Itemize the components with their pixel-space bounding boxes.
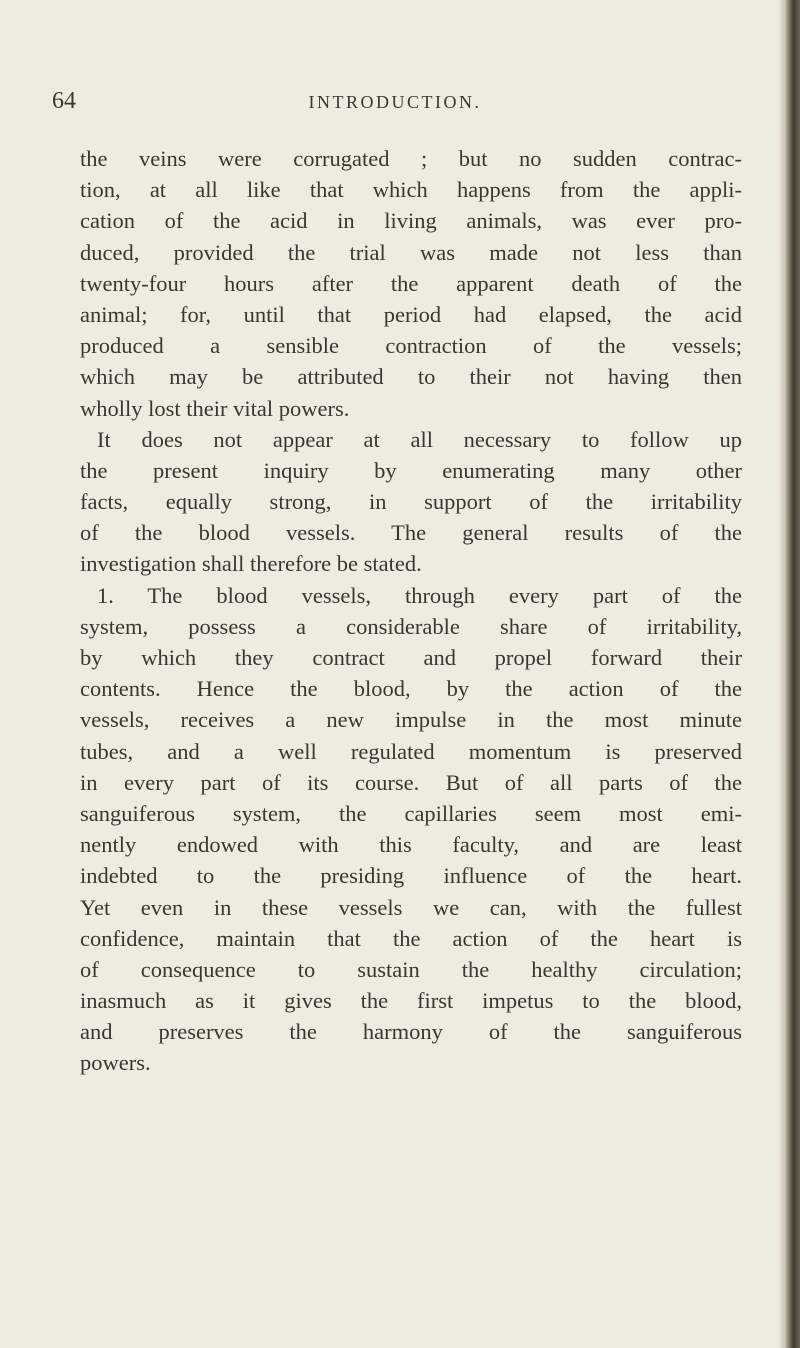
text-line: twenty-four hours after the apparent death of the <box>80 270 742 296</box>
text-line: which may be attributed to their not having then <box>80 364 742 390</box>
text-line: produced a sensible contraction of the vessels; <box>80 333 742 359</box>
text-line: investigation shall therefore be stated. <box>80 551 422 577</box>
text-line: sanguiferous system, the capillaries seem most emi- <box>80 800 742 826</box>
text-line: tubes, and a well regulated momentum is preserved <box>80 738 742 764</box>
text-line: indebted to the presiding influence of the heart. <box>80 863 742 889</box>
text-line: powers. <box>80 1050 151 1076</box>
text-line: wholly lost their vital powers. <box>80 395 350 421</box>
text-line: 1. The blood vessels, through every part of the <box>97 582 742 608</box>
text-line: contents. Hence the blood, by the action of the <box>80 676 742 702</box>
text-line: and preserves the harmony of the sanguiferous <box>80 1019 742 1045</box>
text-line: the present inquiry by enumerating many other <box>80 457 742 483</box>
text-line: cation of the acid in living animals, was ever pro- <box>80 208 742 234</box>
text-line: of consequence to sustain the healthy circulation; <box>80 956 742 982</box>
text-line: the veins were corrugated ; but no sudden contrac- <box>80 146 742 171</box>
text-line: nently endowed with this faculty, and are least <box>80 832 742 858</box>
text-line: Yet even in these vessels we can, with the fullest <box>80 894 742 920</box>
book-binding-edge <box>784 0 800 1348</box>
text-line: facts, equally strong, in support of the irritability <box>80 489 742 515</box>
text-line: animal; for, until that period had elapsed, the acid <box>80 301 742 327</box>
text-line: confidence, maintain that the action of the heart is <box>80 925 742 951</box>
text-line: It does not appear at all necessary to follow up <box>97 426 742 452</box>
text-line: vessels, receives a new impulse in the most minute <box>80 707 742 733</box>
running-header: INTRODUCTION. <box>308 92 482 112</box>
page-number: 64 <box>52 88 76 114</box>
text-line: system, possess a considerable share of irritability, <box>80 613 742 639</box>
page-body-text <box>80 143 742 1079</box>
text-line: tion, at all like that which happens from the appli- <box>80 177 742 203</box>
text-line: inasmuch as it gives the first impetus to the blood, <box>80 988 742 1014</box>
text-line: duced, provided the trial was made not less than <box>80 239 742 265</box>
text-line: by which they contract and propel forward their <box>80 645 742 670</box>
text-line: of the blood vessels. The general results of the <box>80 520 742 546</box>
text-line: in every part of its course. But of all parts of the <box>80 769 742 795</box>
